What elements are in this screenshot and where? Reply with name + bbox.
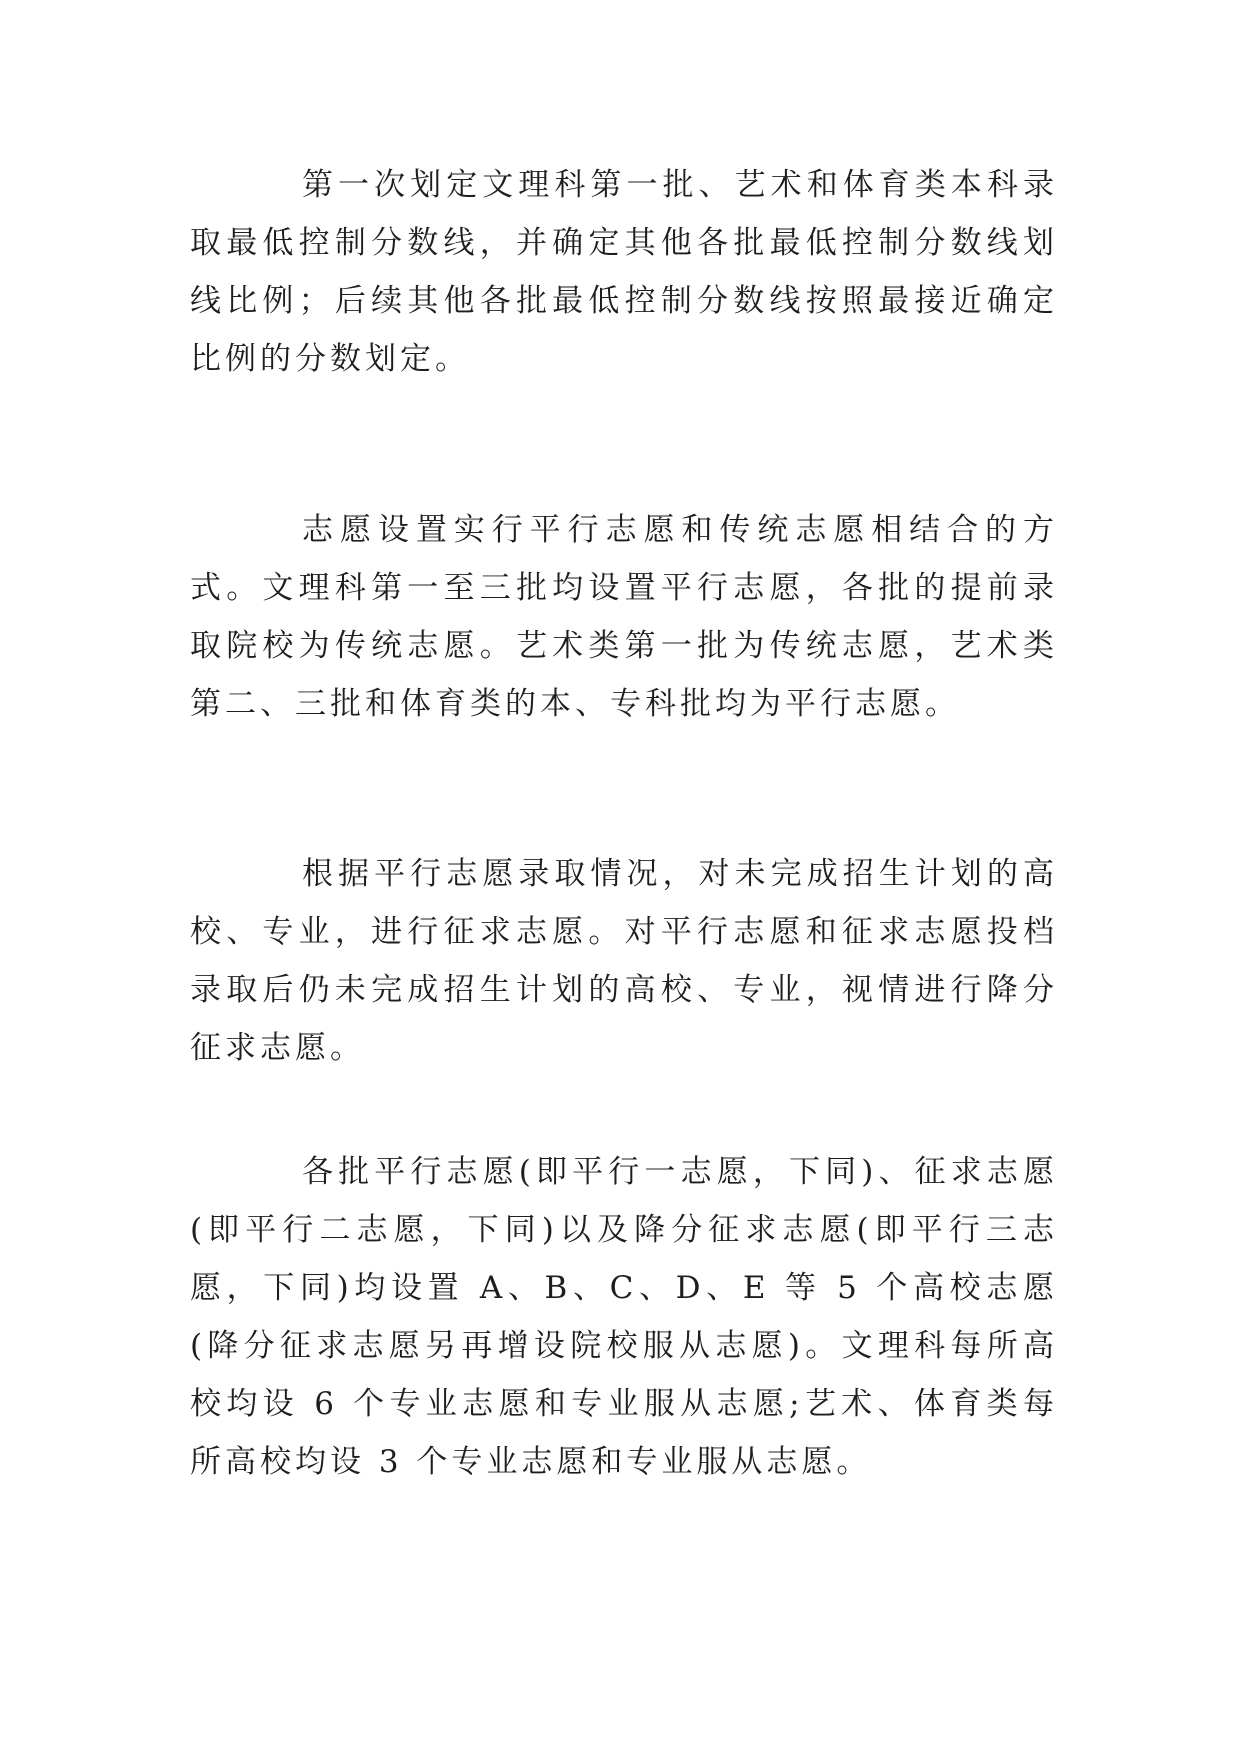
paragraph-score-line: 第一次划定文理科第一批、艺术和体育类本科录取最低控制分数线，并确定其他各批最低控制分数线划线比例；后续其他各批最低控制分数线按照最接近确定比例的分数划定。 (190, 167, 1058, 377)
paragraph-volunteer-setting: 志愿设置实行平行志愿和传统志愿相结合的方式。文理科第一至三批均设置平行志愿，各批的提前录取院校为传统志愿。艺术类第一批为传统志愿，艺术类第二、三批和体育类的本、专科批均为平行志愿。 (190, 512, 1058, 722)
paragraph-volunteer-structure: 各批平行志愿(即平行一志愿，下同)、征求志愿(即平行二志愿，下同)以及降分征求志愿(即平行三志愿，下同)均设置 A、B、C、D、E 等 5 个高校志愿(降分征求志愿另再增设院校服从志愿)。文理科每所高校均设 6 个专业志愿和专业服从志愿;艺术、体育类每所高校均设 3 个专业志愿和专业服从志愿。 (190, 1154, 1058, 1480)
paragraph-solicit-volunteer: 根据平行志愿录取情况，对未完成招生计划的高校、专业，进行征求志愿。对平行志愿和征求志愿投档录取后仍未完成招生计划的高校、专业，视情进行降分征求志愿。 (190, 856, 1058, 1066)
